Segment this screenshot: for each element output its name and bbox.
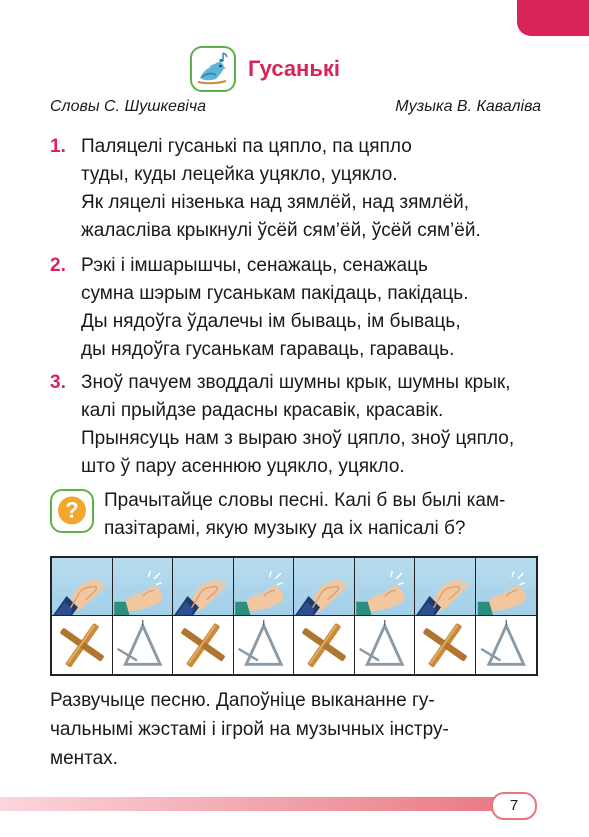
- stanza-3: [50, 369, 550, 481]
- triangle-icon: [113, 616, 174, 674]
- music-bird-icon: [190, 46, 236, 92]
- claves-icon: [173, 616, 234, 674]
- stanza-number: 3.: [50, 372, 66, 393]
- rhythm-grid: [50, 556, 538, 676]
- stanza-line: ды нядоўга гусанькам гараваць, гараваць.: [81, 339, 455, 360]
- claves-icon: [415, 616, 476, 674]
- stanza-line: Прынясуць нам з выраю зноў цяпло, зноў цяпло,: [81, 428, 515, 449]
- page-number: 7: [491, 792, 537, 820]
- stanza-line: што ў пару асеннюю уцякло, уцякло.: [81, 456, 405, 477]
- stanza-2: [50, 252, 550, 364]
- finger-snap-icon: [355, 558, 416, 616]
- instruction-line: чальнымі жэстамі і ігрой на музычных інстру-: [50, 719, 449, 740]
- stanza-line: Як ляцелі нізенька над зямлёй, над зямлёй,: [81, 192, 469, 213]
- stanza-line: жаласліва крыкнулі ўсёй сям’ёй, ўсёй сям’ёй.: [81, 220, 481, 241]
- music-credit: Музыка В. Каваліва: [395, 98, 541, 115]
- stanza-number: 2.: [50, 255, 66, 276]
- stanza-number: 1.: [50, 136, 66, 157]
- clap-icon: [173, 558, 234, 616]
- triangle-icon: [355, 616, 416, 674]
- song-header: [190, 44, 340, 94]
- stanza-line: Паляцелі гусанькі па цяпло, па цяпло: [81, 136, 412, 157]
- stanza-line: Рэкі і імшарышчы, сенажаць, сенажаць: [81, 255, 428, 276]
- triangle-icon: [476, 616, 537, 674]
- instruction-line: Развучыце песню. Дапоўніце выкананне гу-: [50, 690, 435, 711]
- instruction-paragraph: [50, 686, 540, 773]
- footer-band: [0, 797, 529, 811]
- triangle-icon: [234, 616, 295, 674]
- clap-icon: [415, 558, 476, 616]
- question-line: пазітарамі, якую музыку да іх напісалі б?: [104, 518, 466, 539]
- clap-icon: [294, 558, 355, 616]
- song-title: Гусанькі: [248, 56, 340, 81]
- lyrics-credit: Словы С. Шушкевіча: [50, 98, 207, 115]
- stanza-1: [50, 133, 550, 245]
- question-mark-icon: ?: [50, 489, 94, 533]
- finger-snap-icon: [476, 558, 537, 616]
- question-line: Прачытайце словы песні. Калі б вы былі кам-: [104, 490, 506, 511]
- stanza-line: Зноў пачуем зводдалі шумны крык, шумны крык,: [81, 372, 511, 393]
- claves-icon: [52, 616, 113, 674]
- finger-snap-icon: [113, 558, 174, 616]
- song-credits: [50, 98, 541, 116]
- question-text: [104, 487, 564, 543]
- stanza-line: калі прыйдзе радасны красавік, красавік.: [81, 400, 444, 421]
- stanza-line: сумна шэрым гусанькам пакідаць, пакідаць.: [81, 283, 469, 304]
- finger-snap-icon: [234, 558, 295, 616]
- claves-icon: [294, 616, 355, 674]
- clap-icon: [52, 558, 113, 616]
- instruction-line: ментах.: [50, 748, 118, 769]
- stanza-line: туды, куды лецейка уцякло, уцякло.: [81, 164, 398, 185]
- chapter-corner-tab: [517, 0, 589, 36]
- stanza-line: Ды нядоўга ўдалечы ім бываць, ім бываць,: [81, 311, 461, 332]
